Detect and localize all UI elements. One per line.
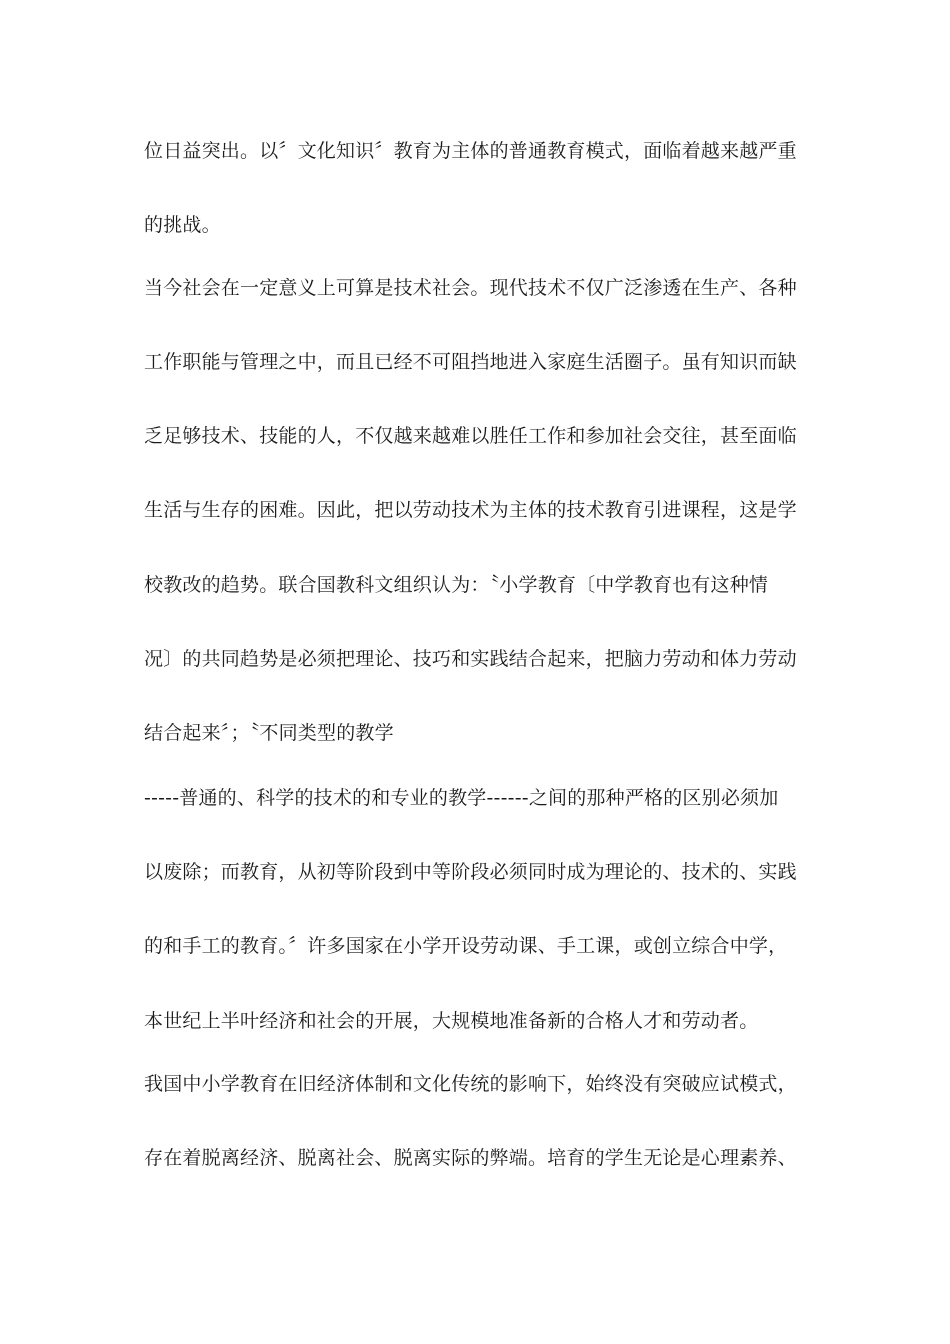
text-line: 乏足够技术、技能的人，不仅越来越难以胜任工作和参加社会交往，甚至面临	[144, 425, 797, 447]
text-line: 工作职能与管理之中，而且已经不可阻挡地进入家庭生活圈子。虽有知识而缺	[144, 351, 797, 373]
text-line: 的和手工的教育。〞许多国家在小学开设劳动课、手工课，或创立综合中学，	[144, 935, 788, 957]
text-line: 以废除；而教育，从初等阶段到中等阶段必须同时成为理论的、技术的、实践	[144, 861, 797, 883]
text-line: -----普通的、科学的技术的和专业的教学------之间的那种严格的区别必须加	[144, 787, 779, 809]
text-line: 生活与生存的困难。因此，把以劳动技术为主体的技术教育引进课程，这是学	[144, 499, 797, 521]
text-line: 存在着脱离经济、脱离社会、脱离实际的弊端。培育的学生无论是心理素养、	[144, 1147, 797, 1169]
text-line: 结合起来〞；〝不同类型的教学	[144, 722, 394, 744]
text-line: 本世纪上半叶经济和社会的开展，大规模地准备新的合格人才和劳动者。	[144, 1010, 759, 1032]
text-line: 况〕的共同趋势是必须把理论、技巧和实践结合起来，把脑力劳动和体力劳动	[144, 648, 797, 670]
text-line: 当今社会在一定意义上可算是技术社会。现代技术不仅广泛渗透在生产、各种	[144, 277, 797, 299]
text-line: 我国中小学教育在旧经济体制和文化传统的影响下，始终没有突破应试模式，	[144, 1073, 797, 1095]
text-line: 的挑战。	[144, 214, 221, 236]
text-line: 校教改的趋势。联合国教科文组织认为：〝小学教育〔中学教育也有这种情	[144, 574, 769, 596]
text-line: 位日益突出。以〞文化知识〞教育为主体的普通教育模式，面临着越来越严重	[144, 140, 797, 162]
